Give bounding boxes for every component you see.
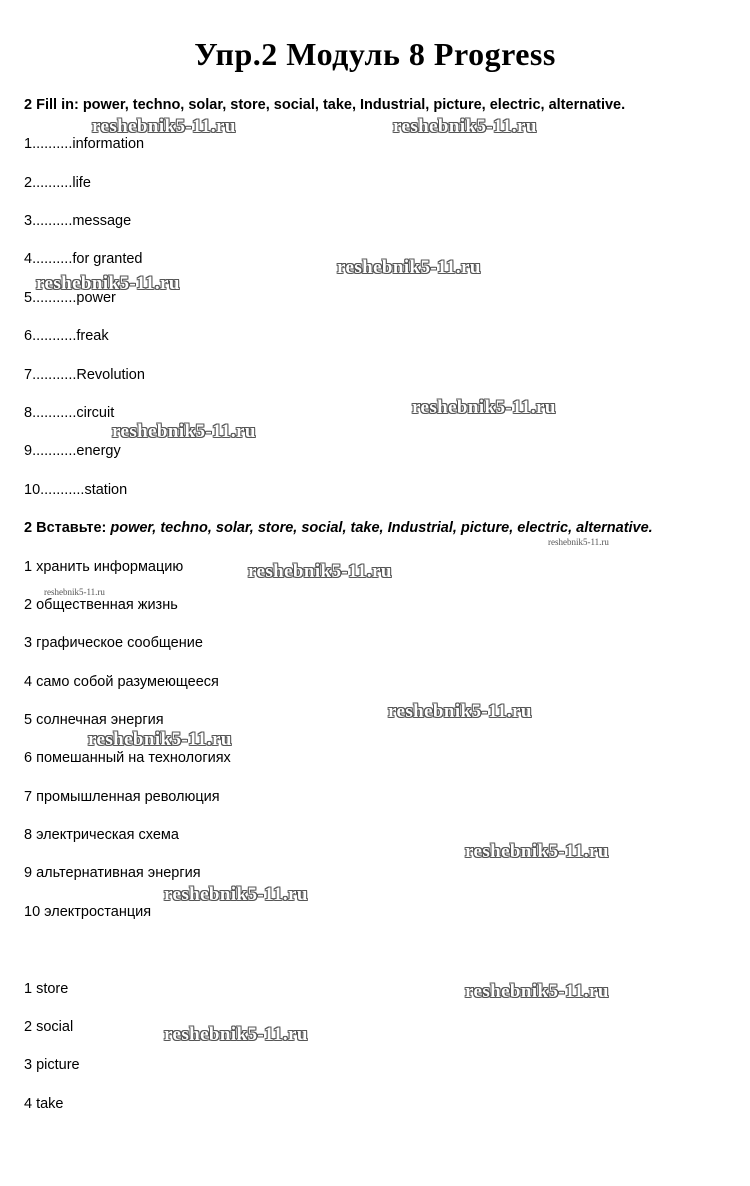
watermark: reshebnik5-11.ru <box>92 116 236 137</box>
answer-3: 3 picture <box>24 1057 80 1073</box>
en-item-9: 9...........energy <box>24 443 121 459</box>
ru-item-9: 9 альтернативная энергия <box>24 865 201 881</box>
en-item-5: 5...........power <box>24 290 116 306</box>
en-item-2: 2..........life <box>24 175 91 191</box>
watermark: reshebnik5-11.ru <box>36 273 180 294</box>
section-en-label: 2 Fill in: <box>24 97 79 113</box>
en-item-7: 7...........Revolution <box>24 367 145 383</box>
watermark: reshebnik5-11.ru <box>388 701 532 722</box>
section-ru-words: power, techno, solar, store, social, take, Industrial, picture, electric, alternative. <box>110 520 653 536</box>
en-item-4: 4..........for granted <box>24 251 143 267</box>
answer-1: 1 store <box>24 981 69 997</box>
ru-item-5: 5 солнечная энергия <box>24 712 164 728</box>
answer-4: 4 take <box>24 1096 64 1112</box>
en-item-8: 8...........circuit <box>24 405 115 421</box>
watermark: reshebnik5-11.ru <box>88 729 232 750</box>
ru-item-7: 7 промышленная революция <box>24 789 220 805</box>
watermark: reshebnik5-11.ru <box>337 257 481 278</box>
page-title: Упр.2 Модуль 8 Progress <box>194 36 556 72</box>
en-item-3: 3..........message <box>24 213 132 229</box>
en-item-10: 10...........station <box>24 482 128 498</box>
watermark: reshebnik5-11.ru <box>548 537 609 547</box>
ru-item-3: 3 графическое сообщение <box>24 635 203 651</box>
ru-item-2: 2 общественная жизнь <box>24 597 178 613</box>
watermark: reshebnik5-11.ru <box>164 1024 308 1045</box>
watermark: reshebnik5-11.ru <box>412 397 556 418</box>
en-item-6: 6...........freak <box>24 328 109 344</box>
section-en-words: power, techno, solar, store, social, take, Industrial, picture, electric, alternative. <box>82 97 626 113</box>
answer-2: 2 social <box>24 1019 74 1035</box>
watermark: reshebnik5-11.ru <box>164 884 308 905</box>
ru-item-1: 1 хранить информацию <box>24 559 184 575</box>
watermark: reshebnik5-11.ru <box>248 561 392 582</box>
watermark: reshebnik5-11.ru <box>465 981 609 1002</box>
ru-item-8: 8 электрическая схема <box>24 827 179 843</box>
section-ru-heading <box>24 520 653 536</box>
ru-item-6: 6 помешанный на технологиях <box>24 750 231 766</box>
watermark: reshebnik5-11.ru <box>393 116 537 137</box>
ru-item-10: 10 электростанция <box>24 904 152 920</box>
section-en-heading <box>24 97 625 113</box>
ru-item-4: 4 само собой разумеющееся <box>24 674 219 690</box>
watermark: reshebnik5-11.ru <box>112 421 256 442</box>
watermark: reshebnik5-11.ru <box>44 587 105 597</box>
watermark: reshebnik5-11.ru <box>465 841 609 862</box>
en-item-1: 1..........information <box>24 136 145 152</box>
section-ru-label: 2 Вставьте: <box>24 520 107 536</box>
